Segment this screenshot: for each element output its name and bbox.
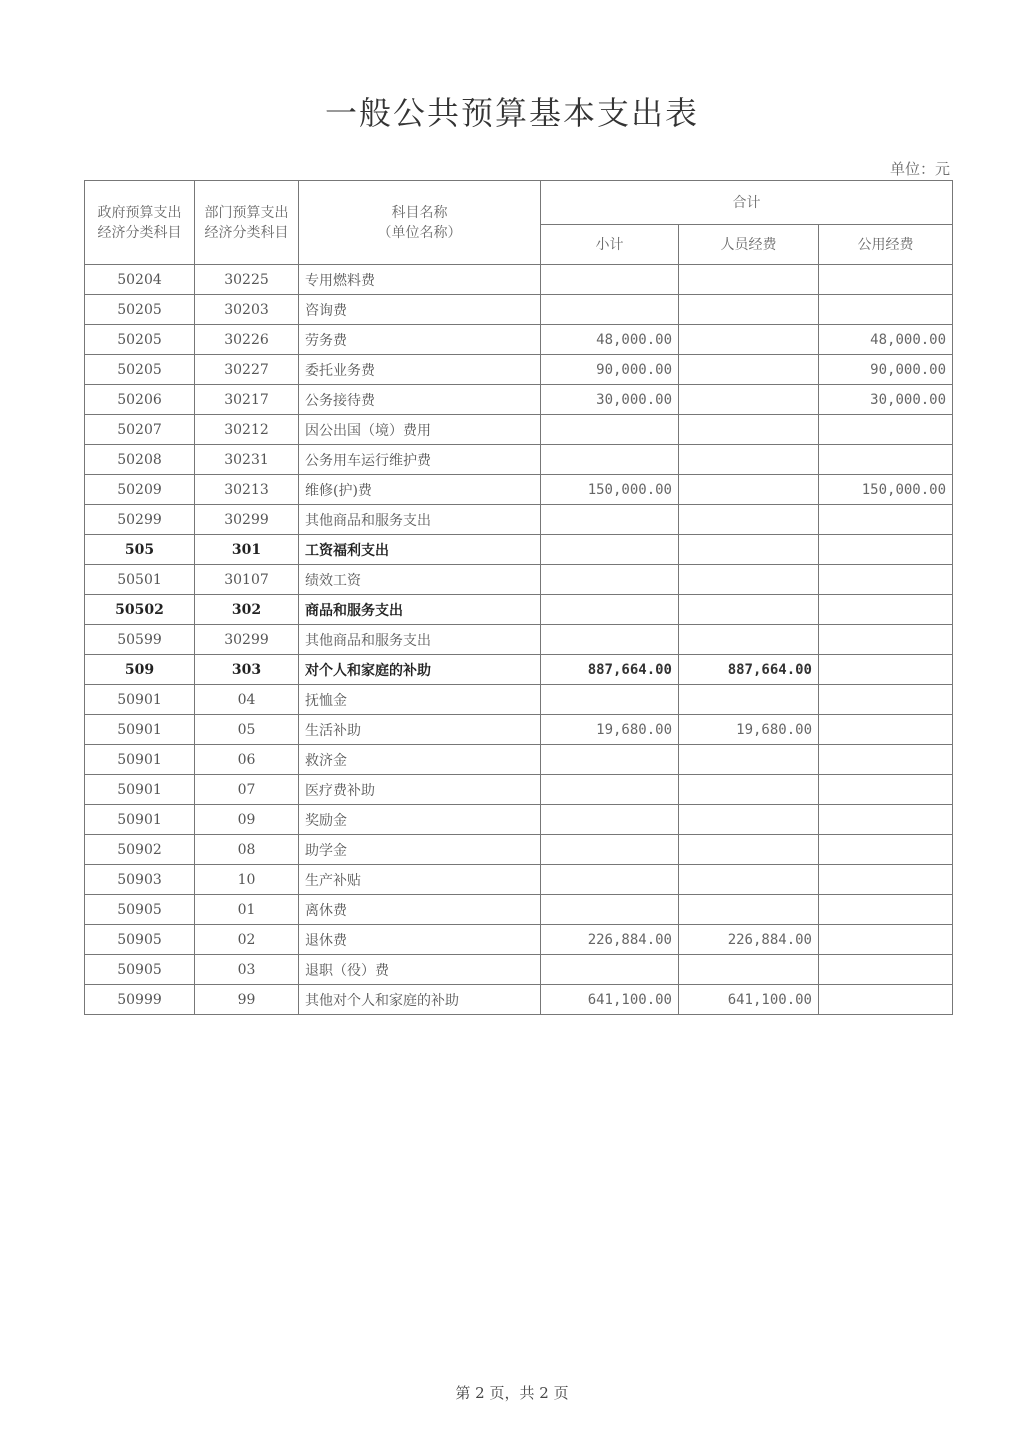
table-row — [85, 655, 953, 685]
cell-dept-code: 06 — [195, 745, 299, 775]
cell-dept-code: 10 — [195, 865, 299, 895]
cell-public — [819, 565, 953, 595]
cell-subtotal — [541, 625, 679, 655]
cell-subtotal — [541, 265, 679, 295]
table-row — [85, 835, 953, 865]
cell-gov-code: 50207 — [85, 415, 195, 445]
cell-personnel — [679, 955, 819, 985]
unit-label: 单位：元 — [889, 160, 950, 178]
cell-personnel — [679, 265, 819, 295]
cell-dept-code: 30203 — [195, 295, 299, 325]
cell-subtotal — [541, 535, 679, 565]
table-row — [85, 535, 953, 565]
cell-personnel — [679, 595, 819, 625]
cell-personnel — [679, 745, 819, 775]
header-subject-name-sub: （单位名称） — [377, 224, 462, 241]
cell-dept-code: 01 — [195, 895, 299, 925]
cell-dept-code: 09 — [195, 805, 299, 835]
table-row — [85, 565, 953, 595]
cell-subtotal — [541, 505, 679, 535]
cell-subject-name: 公务用车运行维护费 — [299, 445, 541, 475]
table-row — [85, 355, 953, 385]
cell-gov-code: 509 — [85, 655, 195, 685]
cell-subtotal — [541, 445, 679, 475]
cell-gov-code: 50502 — [85, 595, 195, 625]
cell-subject-name: 生活补助 — [299, 715, 541, 745]
cell-public: 30,000.00 — [819, 385, 953, 415]
cell-subject-name: 其他商品和服务支出 — [299, 505, 541, 535]
header-public: 公用经费 — [819, 225, 953, 265]
table-row — [85, 325, 953, 355]
cell-public — [819, 865, 953, 895]
cell-public: 48,000.00 — [819, 325, 953, 355]
table-row — [85, 865, 953, 895]
page-footer: 第 2 页，共 2 页 — [455, 1384, 569, 1402]
cell-subtotal — [541, 895, 679, 925]
cell-public — [819, 505, 953, 535]
cell-subtotal — [541, 745, 679, 775]
cell-gov-code: 50599 — [85, 625, 195, 655]
table-row — [85, 475, 953, 505]
cell-dept-code: 30107 — [195, 565, 299, 595]
cell-personnel: 226,884.00 — [679, 925, 819, 955]
cell-dept-code: 301 — [195, 535, 299, 565]
table-row — [85, 715, 953, 745]
cell-personnel — [679, 475, 819, 505]
cell-subject-name: 助学金 — [299, 835, 541, 865]
cell-subject-name: 专用燃料费 — [299, 265, 541, 295]
cell-gov-code: 50204 — [85, 265, 195, 295]
cell-subject-name: 因公出国（境）费用 — [299, 415, 541, 445]
cell-personnel — [679, 295, 819, 325]
cell-gov-code: 50299 — [85, 505, 195, 535]
cell-dept-code: 30226 — [195, 325, 299, 355]
cell-personnel — [679, 835, 819, 865]
cell-gov-code: 505 — [85, 535, 195, 565]
table-row — [85, 955, 953, 985]
cell-subject-name: 对个人和家庭的补助 — [299, 655, 541, 685]
cell-public — [819, 535, 953, 565]
cell-subtotal — [541, 865, 679, 895]
cell-dept-code: 30299 — [195, 505, 299, 535]
cell-personnel — [679, 535, 819, 565]
cell-subtotal — [541, 295, 679, 325]
cell-personnel: 887,664.00 — [679, 655, 819, 685]
cell-public — [819, 685, 953, 715]
cell-dept-code: 302 — [195, 595, 299, 625]
cell-personnel — [679, 775, 819, 805]
cell-subtotal — [541, 415, 679, 445]
cell-public — [819, 295, 953, 325]
cell-dept-code: 99 — [195, 985, 299, 1015]
cell-personnel — [679, 865, 819, 895]
cell-gov-code: 50905 — [85, 925, 195, 955]
cell-subject-name: 公务接待费 — [299, 385, 541, 415]
cell-public: 150,000.00 — [819, 475, 953, 505]
cell-personnel — [679, 325, 819, 355]
cell-dept-code: 05 — [195, 715, 299, 745]
cell-subtotal: 19,680.00 — [541, 715, 679, 745]
cell-subtotal: 90,000.00 — [541, 355, 679, 385]
cell-subtotal — [541, 805, 679, 835]
cell-public — [819, 925, 953, 955]
cell-gov-code: 50901 — [85, 745, 195, 775]
cell-personnel — [679, 895, 819, 925]
header-subject-name-label: 科目名称 — [391, 204, 448, 221]
table-row — [85, 925, 953, 955]
cell-dept-code: 30225 — [195, 265, 299, 295]
cell-gov-code: 50999 — [85, 985, 195, 1015]
cell-subject-name: 咨询费 — [299, 295, 541, 325]
header-gov-class: 政府预算支出经济分类科目 — [85, 181, 195, 265]
cell-subject-name: 委托业务费 — [299, 355, 541, 385]
table-row — [85, 505, 953, 535]
cell-gov-code: 50205 — [85, 355, 195, 385]
cell-public — [819, 955, 953, 985]
budget-table — [84, 180, 953, 1015]
table-header — [85, 181, 953, 265]
cell-public — [819, 895, 953, 925]
cell-subject-name: 救济金 — [299, 745, 541, 775]
cell-dept-code: 30212 — [195, 415, 299, 445]
cell-subject-name: 奖励金 — [299, 805, 541, 835]
cell-subtotal — [541, 595, 679, 625]
cell-gov-code: 50205 — [85, 325, 195, 355]
cell-dept-code: 30299 — [195, 625, 299, 655]
cell-public — [819, 445, 953, 475]
cell-gov-code: 50903 — [85, 865, 195, 895]
cell-personnel — [679, 355, 819, 385]
header-total: 合计 — [541, 181, 953, 225]
cell-dept-code: 30217 — [195, 385, 299, 415]
table-row — [85, 265, 953, 295]
table-row — [85, 595, 953, 625]
cell-subtotal: 641,100.00 — [541, 985, 679, 1015]
cell-subject-name: 商品和服务支出 — [299, 595, 541, 625]
cell-personnel — [679, 625, 819, 655]
cell-subtotal: 887,664.00 — [541, 655, 679, 685]
cell-public: 90,000.00 — [819, 355, 953, 385]
cell-public — [819, 655, 953, 685]
cell-public — [819, 835, 953, 865]
cell-gov-code: 50902 — [85, 835, 195, 865]
cell-gov-code: 50206 — [85, 385, 195, 415]
cell-subject-name: 抚恤金 — [299, 685, 541, 715]
table-row — [85, 415, 953, 445]
cell-public — [819, 625, 953, 655]
cell-public — [819, 775, 953, 805]
cell-personnel — [679, 505, 819, 535]
page-title: 一般公共预算基本支出表 — [324, 94, 699, 132]
header-subtotal: 小计 — [541, 225, 679, 265]
cell-public — [819, 805, 953, 835]
cell-public — [819, 715, 953, 745]
cell-subject-name: 工资福利支出 — [299, 535, 541, 565]
cell-personnel: 19,680.00 — [679, 715, 819, 745]
cell-dept-code: 30213 — [195, 475, 299, 505]
cell-personnel — [679, 805, 819, 835]
cell-gov-code: 50208 — [85, 445, 195, 475]
table-row — [85, 685, 953, 715]
cell-subtotal — [541, 685, 679, 715]
cell-gov-code: 50901 — [85, 715, 195, 745]
cell-gov-code: 50205 — [85, 295, 195, 325]
cell-public — [819, 265, 953, 295]
table-row — [85, 775, 953, 805]
cell-subtotal: 150,000.00 — [541, 475, 679, 505]
cell-gov-code: 50209 — [85, 475, 195, 505]
cell-dept-code: 02 — [195, 925, 299, 955]
cell-gov-code: 50901 — [85, 775, 195, 805]
table-row — [85, 745, 953, 775]
cell-personnel — [679, 565, 819, 595]
table-row — [85, 895, 953, 925]
cell-public — [819, 415, 953, 445]
table-row — [85, 295, 953, 325]
table-row — [85, 445, 953, 475]
header-personnel: 人员经费 — [679, 225, 819, 265]
cell-gov-code: 50905 — [85, 955, 195, 985]
cell-personnel: 641,100.00 — [679, 985, 819, 1015]
cell-dept-code: 04 — [195, 685, 299, 715]
table-row — [85, 385, 953, 415]
cell-subtotal — [541, 565, 679, 595]
cell-subtotal: 30,000.00 — [541, 385, 679, 415]
cell-dept-code: 08 — [195, 835, 299, 865]
cell-public — [819, 985, 953, 1015]
cell-gov-code: 50901 — [85, 685, 195, 715]
cell-public — [819, 595, 953, 625]
cell-subject-name: 绩效工资 — [299, 565, 541, 595]
cell-public — [819, 745, 953, 775]
cell-personnel — [679, 445, 819, 475]
cell-subject-name: 退休费 — [299, 925, 541, 955]
cell-personnel — [679, 385, 819, 415]
cell-dept-code: 03 — [195, 955, 299, 985]
cell-gov-code: 50901 — [85, 805, 195, 835]
cell-gov-code: 50501 — [85, 565, 195, 595]
table-body — [85, 265, 953, 1015]
cell-subject-name: 离休费 — [299, 895, 541, 925]
table-row — [85, 625, 953, 655]
cell-gov-code: 50905 — [85, 895, 195, 925]
header-subject-name — [299, 181, 541, 265]
table-row — [85, 985, 953, 1015]
cell-subject-name: 劳务费 — [299, 325, 541, 355]
cell-subject-name: 其他商品和服务支出 — [299, 625, 541, 655]
cell-subject-name: 其他对个人和家庭的补助 — [299, 985, 541, 1015]
cell-personnel — [679, 415, 819, 445]
cell-subtotal — [541, 775, 679, 805]
cell-dept-code: 30231 — [195, 445, 299, 475]
header-dept-class: 部门预算支出经济分类科目 — [195, 181, 299, 265]
cell-dept-code: 07 — [195, 775, 299, 805]
cell-subject-name: 医疗费补助 — [299, 775, 541, 805]
cell-subtotal — [541, 955, 679, 985]
cell-dept-code: 30227 — [195, 355, 299, 385]
cell-subject-name: 生产补贴 — [299, 865, 541, 895]
cell-subject-name: 维修(护)费 — [299, 475, 541, 505]
cell-subtotal: 48,000.00 — [541, 325, 679, 355]
cell-subject-name: 退职（役）费 — [299, 955, 541, 985]
cell-subtotal — [541, 835, 679, 865]
cell-subtotal: 226,884.00 — [541, 925, 679, 955]
cell-personnel — [679, 685, 819, 715]
cell-dept-code: 303 — [195, 655, 299, 685]
table-row — [85, 805, 953, 835]
